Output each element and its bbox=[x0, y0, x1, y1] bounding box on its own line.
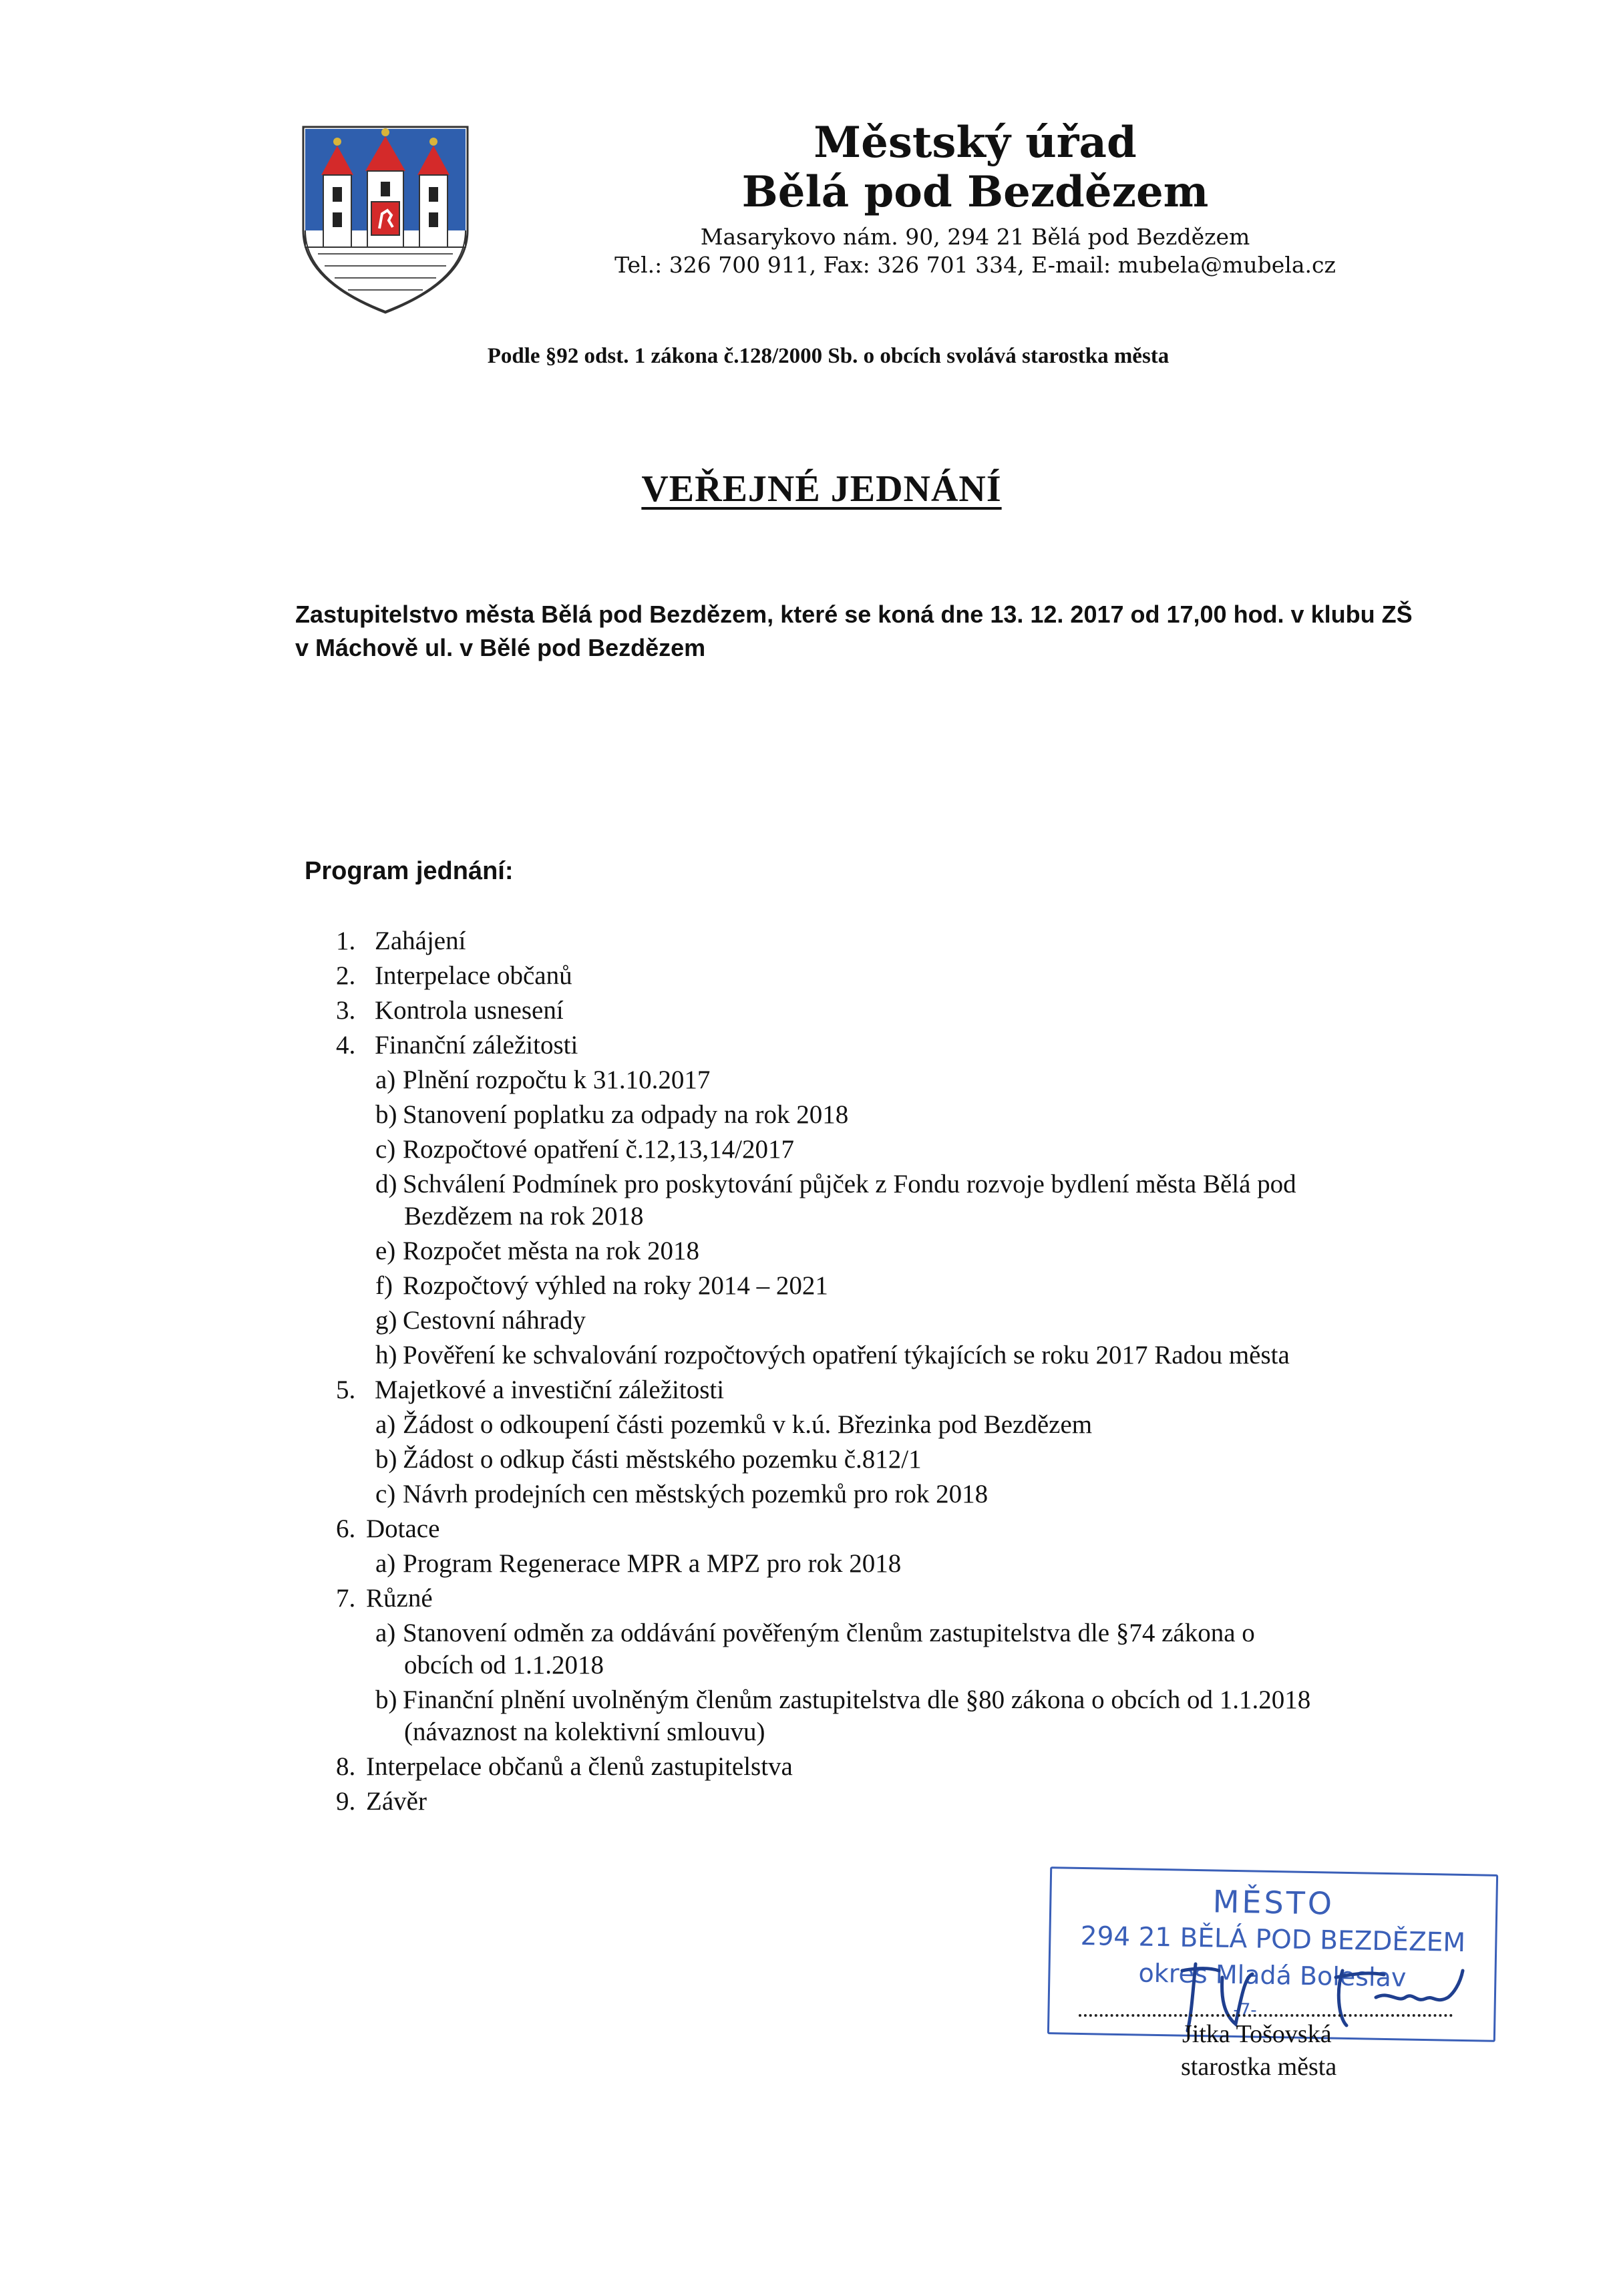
agenda-item-number: 2. bbox=[336, 961, 356, 990]
agenda-item-text: Interpelace občanů bbox=[375, 961, 572, 990]
office-address: Masarykovo nám. 90, 294 21 Bělá pod Bezdězem bbox=[700, 224, 1250, 250]
town-coat-of-arms-icon bbox=[298, 114, 473, 317]
agenda-subitem-text: Stanovení odměn za oddávání pověřeným členům zastupitelstva dle §74 zákona o bbox=[403, 1619, 1255, 1647]
agenda-item-number: 8. bbox=[336, 1752, 356, 1781]
program-label: Program jednání: bbox=[305, 857, 514, 885]
agenda-item-number: 7. bbox=[336, 1584, 356, 1613]
agenda-subitem-text: Pověření ke schvalování rozpočtových opatření týkajících se roku 2017 Radou města bbox=[403, 1341, 1290, 1369]
agenda-item-text: Závěr bbox=[366, 1787, 427, 1816]
agenda-subitem-text: Žádost o odkup části městského pozemku č.812/1 bbox=[403, 1445, 922, 1474]
agenda-subitem-letter: e) bbox=[375, 1237, 396, 1265]
agenda-subitem-text: Finanční plnění uvolněným členům zastupitelstva dle §80 zákona o obcích od 1.1.2018 bbox=[403, 1685, 1311, 1714]
agenda-continuation-text: Bezdězem na rok 2018 bbox=[404, 1202, 644, 1231]
agenda-item-number: 9. bbox=[336, 1787, 356, 1816]
agenda-subitem-text: Návrh prodejních cen městských pozemků pro rok 2018 bbox=[403, 1480, 989, 1508]
town-name: Bělá pod Bezdězem bbox=[741, 167, 1209, 217]
agenda-continuation-text: obcích od 1.1.2018 bbox=[404, 1651, 604, 1679]
agenda-subitem-text: Plnění rozpočtu k 31.10.2017 bbox=[403, 1065, 711, 1094]
agenda-item-text: Majetkové a investiční záležitosti bbox=[375, 1375, 725, 1404]
stamp-address: 294 21 BĚLÁ POD BEZDĚZEM bbox=[1080, 1921, 1466, 1959]
agenda-item-number: 5. bbox=[336, 1375, 356, 1404]
stamp-number: -7- bbox=[1233, 1999, 1257, 2021]
office-name: Městský úřad bbox=[814, 118, 1137, 168]
signature-line bbox=[1079, 2014, 1453, 2017]
signatory-title: starostka města bbox=[1181, 2053, 1337, 2081]
agenda-subitem-letter: f) bbox=[375, 1271, 393, 1300]
agenda-item-number: 6. bbox=[336, 1514, 356, 1543]
agenda-subitem-text: Žádost o odkoupení části pozemků v k.ú. Březinka pod Bezdězem bbox=[403, 1410, 1093, 1439]
office-contacts: Tel.: 326 700 911, Fax: 326 701 334, E-mail: mubela@mubela.cz bbox=[614, 252, 1336, 278]
legal-basis: Podle §92 odst. 1 zákona č.128/2000 Sb. o obcích svolává starostka města bbox=[487, 344, 1170, 368]
signatory-name: Jitka Tošovská bbox=[1182, 2020, 1332, 2048]
agenda-subitem-text: Rozpočtový výhled na roky 2014 – 2021 bbox=[403, 1271, 828, 1300]
agenda-item-text: Kontrola usnesení bbox=[375, 996, 564, 1025]
agenda-subitem-letter: a) bbox=[375, 1619, 396, 1647]
announcement-line: v Máchově ul. v Bělé pod Bezdězem bbox=[295, 634, 706, 661]
announcement-line: Zastupitelstvo města Bělá pod Bezdězem, které se koná dne 13. 12. 2017 od 17,00 hod. v klubu ZŠ bbox=[295, 601, 1413, 628]
agenda-item-text: Dotace bbox=[366, 1514, 440, 1543]
agenda-subitem-text: Stanovení poplatku za odpady na rok 2018 bbox=[403, 1100, 849, 1129]
agenda-subitem-letter: b) bbox=[375, 1445, 397, 1474]
agenda-subitem-letter: b) bbox=[375, 1100, 397, 1129]
agenda-continuation-text: (návaznost na kolektivní smlouvu) bbox=[404, 1717, 765, 1746]
agenda-subitem-letter: b) bbox=[375, 1685, 397, 1714]
agenda-subitem-text: Schválení Podmínek pro poskytování půjček z Fondu rozvoje bydlení města Bělá pod bbox=[403, 1170, 1296, 1198]
agenda-item-text: Interpelace občanů a členů zastupitelstva bbox=[366, 1752, 793, 1781]
agenda-subitem-letter: a) bbox=[375, 1065, 396, 1094]
agenda-item-number: 4. bbox=[336, 1031, 356, 1059]
agenda-subitem-text: Cestovní náhrady bbox=[403, 1306, 586, 1335]
agenda-item-number: 3. bbox=[336, 996, 356, 1025]
agenda-subitem-text: Rozpočet města na rok 2018 bbox=[403, 1237, 700, 1265]
agenda-subitem-text: Program Regenerace MPR a MPZ pro rok 2018 bbox=[403, 1549, 902, 1578]
agenda-subitem-letter: h) bbox=[375, 1341, 397, 1369]
agenda-subitem-letter: a) bbox=[375, 1549, 396, 1578]
agenda-item-number: 1. bbox=[336, 927, 356, 955]
agenda-subitem-letter: d) bbox=[375, 1170, 397, 1198]
agenda-subitem-letter: c) bbox=[375, 1480, 396, 1508]
agenda-subitem-text: Rozpočtové opatření č.12,13,14/2017 bbox=[403, 1135, 794, 1164]
meeting-announcement bbox=[295, 598, 1564, 665]
agenda-item-text: Zahájení bbox=[375, 927, 466, 955]
agenda-item-text: Finanční záležitosti bbox=[375, 1031, 578, 1059]
agenda-item-text: Různé bbox=[366, 1584, 433, 1613]
stamp-district: okres Mladá Boleslav bbox=[1138, 1958, 1407, 1993]
agenda-subitem-letter: c) bbox=[375, 1135, 396, 1164]
stamp-title: MĚSTO bbox=[1212, 1883, 1335, 1922]
agenda-subitem-letter: g) bbox=[375, 1306, 397, 1335]
agenda-subitem-letter: a) bbox=[375, 1410, 396, 1439]
document-heading: VEŘEJNÉ JEDNÁNÍ bbox=[641, 468, 1002, 510]
